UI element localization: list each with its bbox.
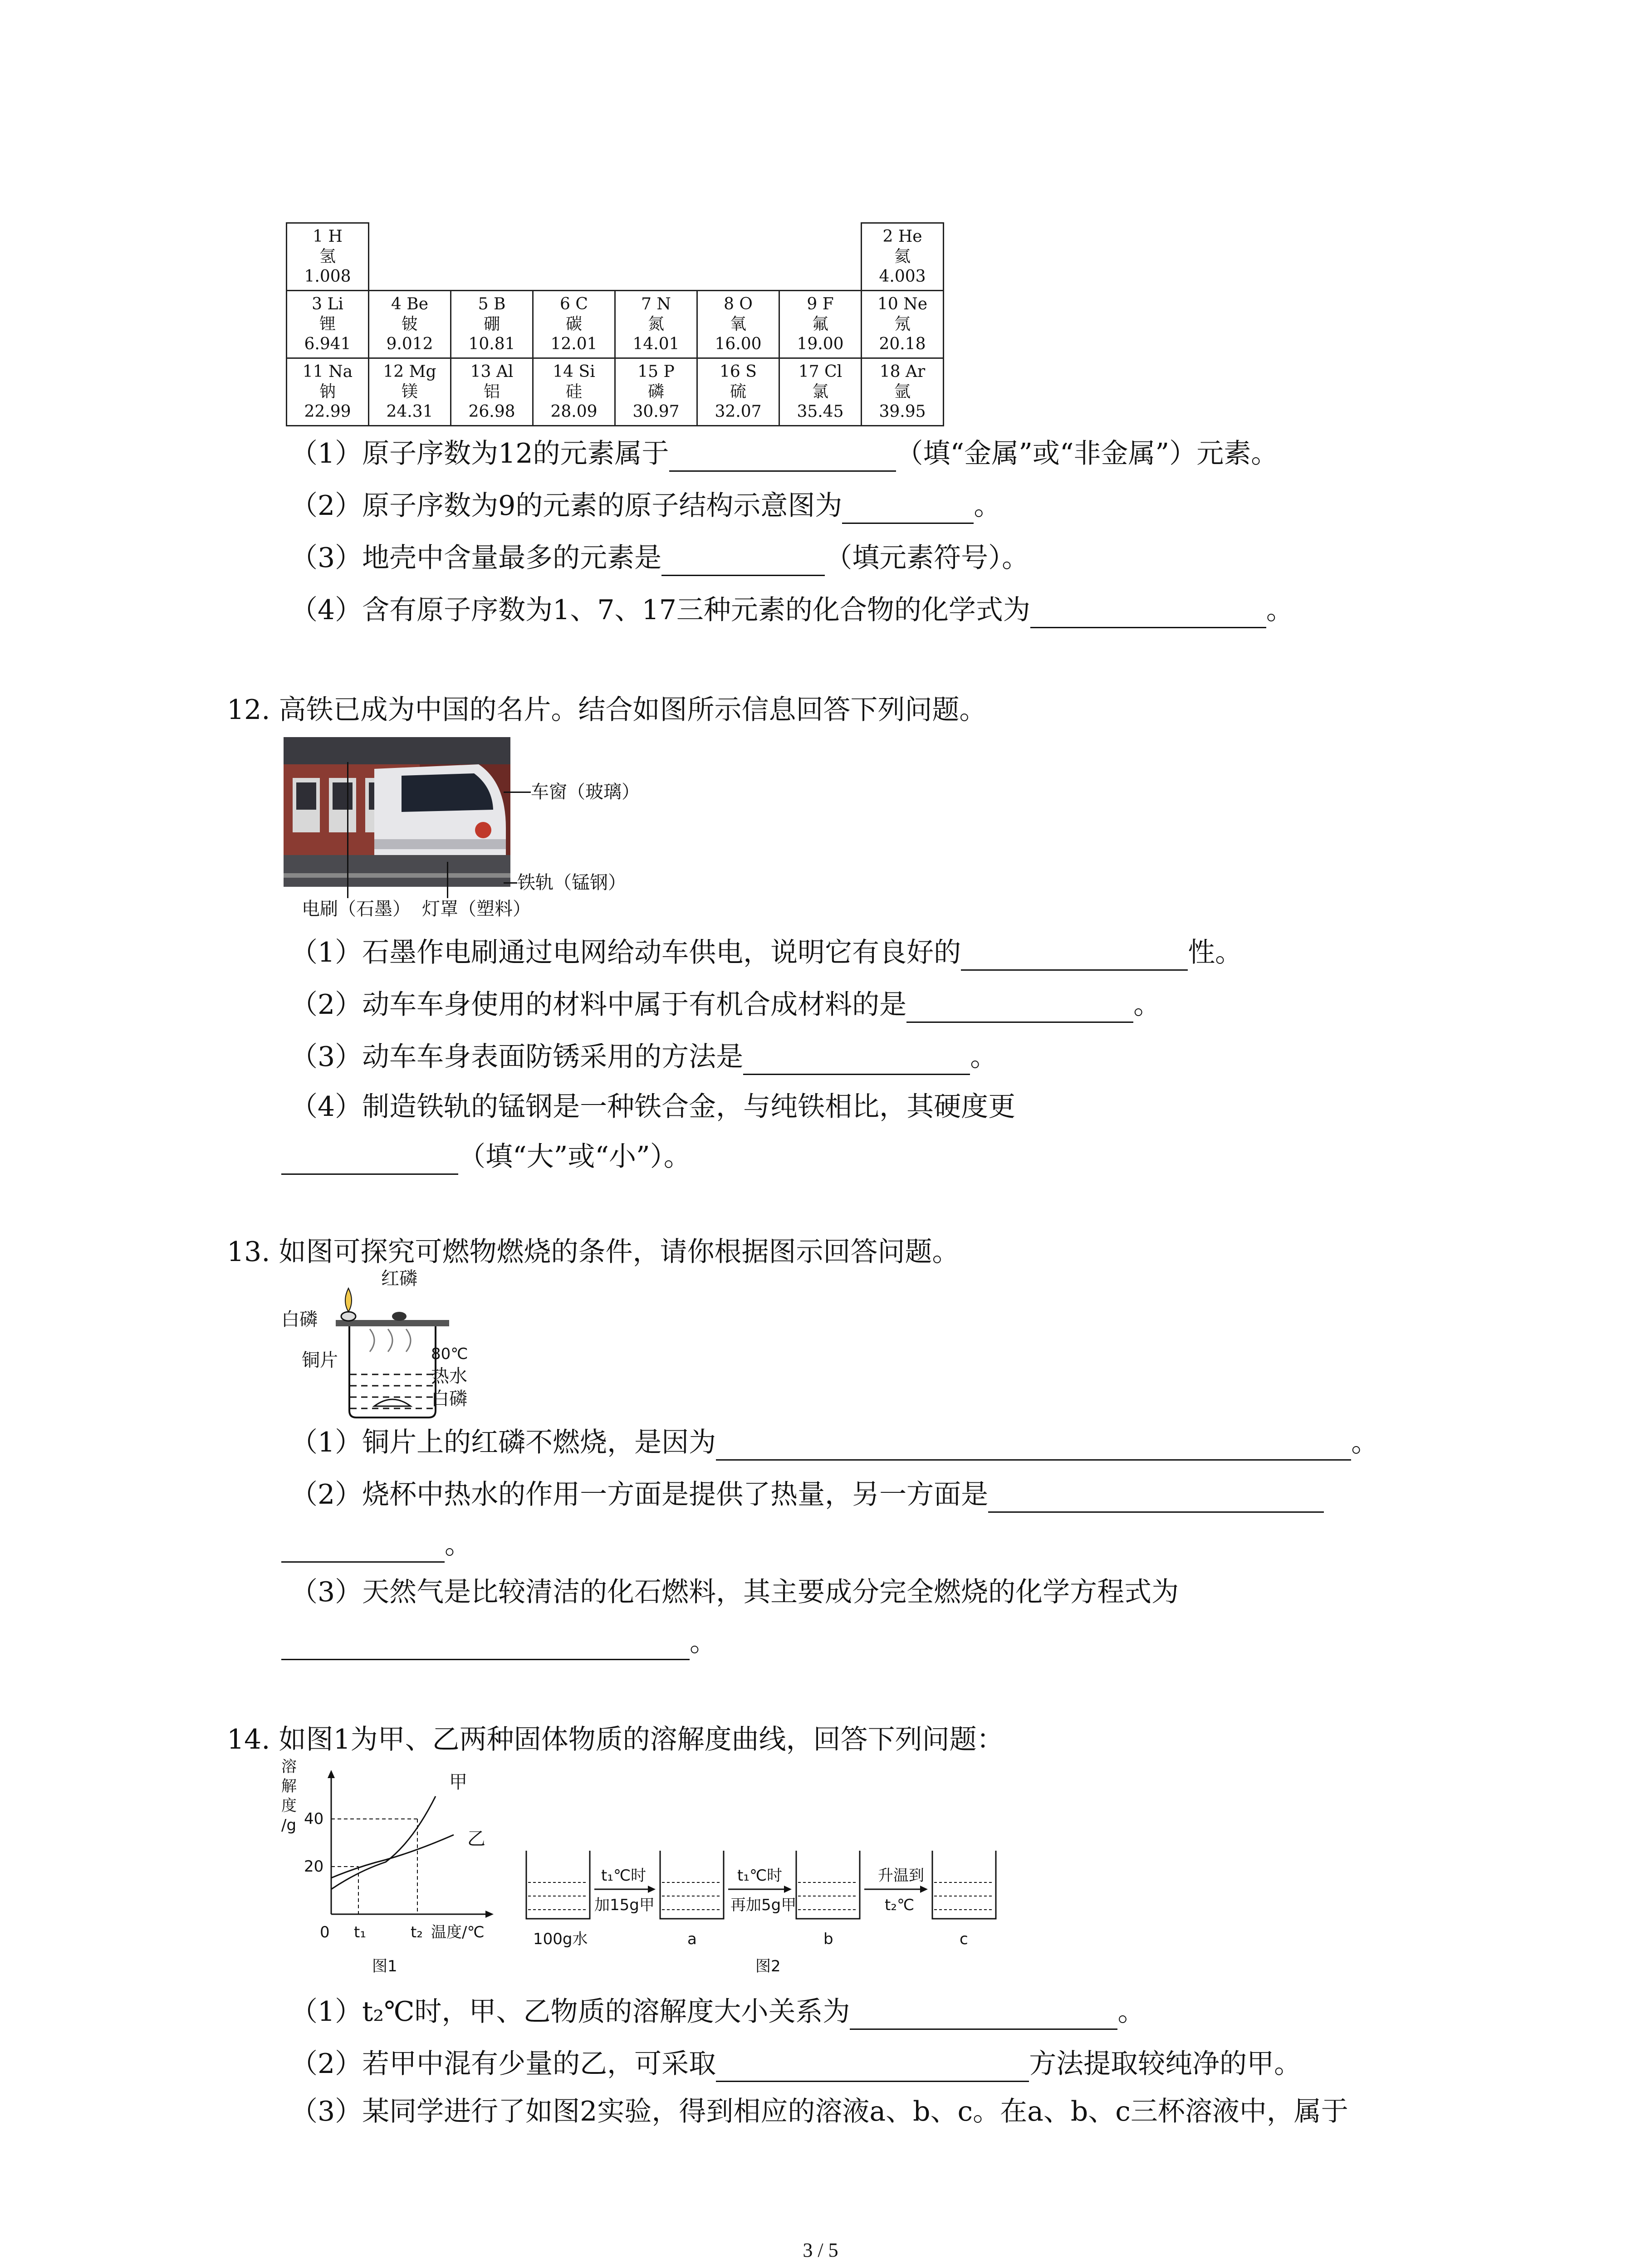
atomic-mass: 24.31 (386, 402, 433, 421)
element-cell (369, 291, 451, 358)
q14-p1-text: （1）t₂℃时，甲、乙物质的溶解度大小关系为 (290, 1996, 850, 2028)
element-symbol: Li (327, 295, 343, 313)
q11-part2 (290, 488, 1001, 524)
atomic-number: 2 (882, 227, 893, 246)
element-name: 铍 (401, 315, 418, 333)
element-cell (533, 291, 615, 358)
q12-p1-text: （1）石墨作电刷通过电网给动车供电，说明它有良好的 (290, 937, 961, 968)
atomic-mass: 32.07 (715, 402, 762, 421)
element-symbol: Cl (824, 362, 843, 381)
atomic-mass: 4.003 (879, 267, 926, 286)
step3-bottom: t₂℃ (885, 1896, 915, 1914)
element-name: 氟 (812, 315, 828, 333)
y-tick-20: 20 (304, 1857, 324, 1876)
element-symbol: Al (496, 362, 514, 381)
label-rail: 铁轨（锰钢） (517, 872, 626, 893)
atomic-number: 10 (877, 295, 898, 313)
q14-part3: （3）某同学进行了如图2实验，得到相应的溶液a、b、c。在a、b、c三杯溶液中，属于 (290, 2096, 1348, 2127)
element-cell (533, 358, 615, 426)
atomic-mass: 39.95 (879, 402, 926, 421)
x-origin: 0 (320, 1923, 330, 1941)
answer-blank[interactable] (281, 1533, 445, 1563)
page-number: 3 / 5 (803, 2239, 838, 2261)
element-name: 镁 (401, 382, 418, 401)
element-number-symbol (287, 362, 368, 382)
y-tick-40: 40 (304, 1810, 324, 1828)
atomic-number: 1 (313, 227, 323, 246)
beaker-0 (526, 1851, 590, 1919)
leader-line (447, 862, 448, 898)
element-symbol: S (745, 362, 757, 381)
y-axis-label-1: 溶 (281, 1758, 297, 1776)
q14-p2-text: （2）若甲中混有少量的乙，可采取 (290, 2048, 716, 2080)
element-name: 铝 (483, 382, 500, 401)
q11-p2-text: （2）原子序数为9的元素的原子结构示意图为 (290, 490, 843, 522)
q13-part3-cont (281, 1624, 717, 1660)
atomic-mass: 12.01 (550, 335, 598, 353)
atomic-number: 5 (478, 295, 489, 313)
q13-p1-tail: 。 (1351, 1427, 1379, 1458)
q12-p2-tail: 。 (1133, 989, 1161, 1021)
element-number-symbol (616, 362, 696, 382)
q12-p3-text: （3）动车车身表面防锈采用的方法是 (290, 1041, 744, 1073)
label-hot-water: 热水 (431, 1366, 467, 1387)
y-axis-label-2: 解 (281, 1777, 297, 1795)
q13-part2-cont (281, 1526, 472, 1563)
element-symbol: Na (328, 362, 353, 381)
element-number-symbol (780, 362, 861, 382)
atomic-number: 6 (560, 295, 570, 313)
element-number-symbol (698, 362, 779, 382)
element-number-symbol (534, 294, 614, 314)
element-number-symbol (451, 294, 532, 314)
q14-p2-tail: 方法提取较纯净的甲。 (1029, 2048, 1302, 2080)
empty-cell (369, 223, 451, 291)
atomic-mass: 14.01 (632, 335, 680, 353)
atomic-number: 9 (807, 295, 818, 313)
x-tick-t1: t₁ (354, 1923, 366, 1941)
q13-stem: 13. 如图可探究可燃物燃烧的条件，请你根据图示回答问题。 (227, 1236, 960, 1268)
step1-top: t₁℃时 (601, 1867, 647, 1885)
answer-blank[interactable] (850, 2000, 1117, 2030)
element-name: 氖 (894, 315, 911, 333)
atomic-number: 13 (470, 362, 491, 381)
answer-blank[interactable] (988, 1483, 1324, 1513)
element-name: 氦 (894, 247, 911, 266)
element-symbol: F (822, 295, 834, 313)
element-cell (779, 358, 862, 426)
element-name: 氧 (730, 315, 746, 333)
q13-p1-text: （1）铜片上的红磷不燃烧，是因为 (290, 1427, 716, 1458)
q11-p4-tail: 。 (1266, 594, 1293, 626)
atomic-mass: 9.012 (386, 335, 433, 353)
answer-blank[interactable] (281, 1145, 458, 1175)
element-cell (615, 291, 697, 358)
x-axis-label: 温度/℃ (431, 1923, 485, 1941)
periodic-table-row (287, 223, 944, 291)
element-number-symbol (369, 362, 450, 382)
q12-part3 (290, 1039, 997, 1075)
element-cell (779, 291, 862, 358)
atomic-number: 18 (879, 362, 901, 381)
q13-p2-tail: 。 (445, 1529, 472, 1560)
atomic-mass: 26.98 (468, 402, 515, 421)
element-symbol: Ne (903, 295, 928, 313)
beaker-a (660, 1851, 724, 1919)
curve-jia (331, 1796, 436, 1889)
label-copper-sheet: 铜片 (302, 1350, 338, 1371)
answer-blank[interactable] (669, 442, 896, 472)
element-cell (697, 358, 779, 426)
q13-part1 (290, 1424, 1378, 1461)
q12-stem: 12. 高铁已成为中国的名片。结合如图所示信息回答下列问题。 (227, 694, 987, 726)
element-cell (862, 291, 944, 358)
element-number-symbol (862, 362, 943, 382)
empty-cell (615, 223, 697, 291)
q12-part4: （4）制造铁轨的锰钢是一种铁合金，与纯铁相比，其硬度更 (290, 1091, 1016, 1123)
element-symbol: Be (407, 295, 429, 313)
answer-blank[interactable] (716, 1431, 1351, 1461)
q12-p3-tail: 。 (970, 1041, 998, 1073)
q11-part4 (290, 592, 1293, 628)
answer-blank[interactable] (842, 494, 974, 524)
periodic-table-row (287, 291, 944, 358)
label-temperature: 80℃ (431, 1345, 468, 1363)
element-symbol: B (493, 295, 506, 313)
q14-stem: 14. 如图1为甲、乙两种固体物质的溶解度曲线，回答下列问题： (227, 1724, 1004, 1755)
q13-part2 (290, 1476, 1324, 1513)
answer-blank[interactable] (281, 1631, 690, 1660)
answer-blank[interactable] (661, 547, 825, 576)
element-cell (451, 358, 533, 426)
q11-p1-tail: （填“金属”或“非金属”）元素。 (896, 438, 1279, 469)
element-cell (862, 223, 944, 291)
figure2-caption: 图2 (755, 1957, 781, 1975)
q11-p1-text: （1）原子序数为12的元素属于 (290, 438, 669, 469)
q12-part4-cont (281, 1139, 691, 1175)
element-symbol: O (739, 295, 753, 313)
element-number-symbol (862, 227, 943, 247)
element-number-symbol (369, 294, 450, 314)
atomic-number: 16 (720, 362, 740, 381)
atomic-number: 8 (724, 295, 734, 313)
element-symbol: He (898, 227, 922, 246)
atomic-number: 14 (553, 362, 574, 381)
empty-cell (779, 223, 862, 291)
q13-p2-text: （2）烧杯中热水的作用一方面是提供了热量，另一方面是 (290, 1479, 989, 1510)
beaker-a-label: a (687, 1930, 697, 1948)
q12-part2 (290, 987, 1161, 1023)
beaker-c-label: c (960, 1930, 968, 1948)
q12-p1-tail: 性。 (1188, 937, 1243, 968)
q13-part3: （3）天然气是比较清洁的化石燃料，其主要成分完全燃烧的化学方程式为 (290, 1576, 1179, 1608)
atomic-number: 15 (637, 362, 659, 381)
element-symbol: Si (578, 362, 595, 381)
element-symbol: Ar (906, 362, 926, 381)
step1-bottom: 加15g甲 (594, 1896, 655, 1914)
q14-p1-tail: 。 (1117, 1996, 1145, 2028)
element-name: 硼 (483, 315, 500, 333)
element-name: 锂 (319, 315, 336, 333)
answer-blank[interactable] (961, 941, 1188, 971)
q13-p3-tail: 。 (690, 1626, 717, 1658)
label-white-phosphorus-bottom: 白磷 (431, 1388, 467, 1409)
element-name: 氢 (319, 247, 336, 266)
q12-p4-tail: （填“大”或“小”）。 (458, 1141, 691, 1173)
element-number-symbol (287, 294, 368, 314)
element-cell (287, 223, 369, 291)
label-white-phosphorus-top: 白磷 (281, 1309, 318, 1330)
atomic-mass: 20.18 (879, 335, 926, 353)
leader-line (347, 762, 348, 898)
atomic-mass: 22.99 (304, 402, 351, 421)
atomic-number: 17 (798, 362, 819, 381)
element-symbol: H (328, 227, 343, 246)
train-photo (284, 737, 510, 887)
atomic-mass: 19.00 (797, 335, 844, 353)
y-axis-label-3: 度 (281, 1797, 297, 1815)
element-name: 氩 (894, 382, 911, 401)
element-symbol: P (663, 362, 675, 381)
element-symbol: N (656, 295, 671, 313)
q14-part2 (290, 2046, 1301, 2082)
label-lamp: 灯罩（塑料） (422, 899, 531, 919)
answer-blank[interactable] (906, 993, 1133, 1023)
train-illustration (284, 737, 510, 887)
element-cell (862, 358, 944, 426)
periodic-table-row (287, 358, 944, 426)
element-number-symbol (780, 294, 861, 314)
element-cell (287, 358, 369, 426)
element-number-symbol (287, 227, 368, 247)
element-name: 氯 (812, 382, 828, 401)
element-cell (369, 358, 451, 426)
label-red-phosphorus: 红磷 (381, 1268, 417, 1289)
atomic-number: 4 (391, 295, 402, 313)
q14-part1 (290, 1994, 1145, 2030)
leader-line (504, 792, 531, 793)
element-symbol: C (575, 295, 588, 313)
step3-top: 升温到 (878, 1867, 924, 1885)
leader-line (504, 882, 517, 884)
atomic-mass: 28.09 (550, 402, 598, 421)
element-number-symbol (616, 294, 696, 314)
element-cell (287, 291, 369, 358)
q12-part1 (290, 934, 1242, 971)
series-label-yi: 乙 (467, 1828, 485, 1849)
q11-p2-tail: 。 (974, 490, 1001, 522)
element-name: 钠 (319, 382, 336, 401)
element-number-symbol (534, 362, 614, 382)
beaker-0-label: 100g水 (533, 1930, 588, 1948)
element-number-symbol (862, 294, 943, 314)
answer-blank[interactable] (743, 1046, 970, 1075)
atomic-number: 3 (312, 295, 323, 313)
x-tick-t2: t₂ (411, 1923, 423, 1941)
atomic-number: 11 (302, 362, 323, 381)
atomic-number: 7 (641, 295, 652, 313)
element-cell (697, 291, 779, 358)
label-brush: 电刷（石墨） (302, 899, 411, 919)
element-name: 磷 (647, 382, 664, 401)
atomic-mass: 35.45 (797, 402, 844, 421)
atomic-mass: 1.008 (304, 267, 351, 286)
element-number-symbol (451, 362, 532, 382)
beaker-b-label: b (823, 1930, 833, 1948)
atomic-mass: 30.97 (632, 402, 680, 421)
element-cell (451, 291, 533, 358)
empty-cell (533, 223, 615, 291)
answer-blank[interactable] (716, 2053, 1029, 2082)
element-symbol: Mg (409, 362, 436, 381)
element-name: 硫 (730, 382, 746, 401)
atomic-mass: 16.00 (715, 335, 762, 353)
answer-blank[interactable] (1030, 599, 1266, 628)
element-name: 氮 (647, 315, 664, 333)
step2-top: t₁℃时 (737, 1867, 783, 1885)
q11-p3-tail: （填元素符号）。 (825, 542, 1029, 574)
atomic-mass: 6.941 (304, 335, 351, 353)
empty-cell (697, 223, 779, 291)
q11-part1 (290, 435, 1278, 472)
q11-p3-text: （3）地壳中含量最多的元素是 (290, 542, 662, 574)
q11-p4-text: （4）含有原子序数为1、7、17三种元素的化合物的化学式为 (290, 594, 1030, 626)
element-number-symbol (698, 294, 779, 314)
series-label-jia: 甲 (449, 1772, 467, 1793)
beaker-b (796, 1851, 860, 1919)
element-cell (615, 358, 697, 426)
atomic-mass: 10.81 (468, 335, 515, 353)
beaker-diagram (517, 1842, 1062, 1932)
empty-cell (451, 223, 533, 291)
q12-p2-text: （2）动车车身使用的材料中属于有机合成材料的是 (290, 989, 907, 1021)
element-name: 硅 (565, 382, 582, 401)
figure1-caption: 图1 (372, 1957, 397, 1975)
q11-part3 (290, 540, 1029, 576)
beaker-c (932, 1851, 996, 1919)
label-window: 车窗（玻璃） (531, 782, 640, 802)
beaker-sequence (517, 1842, 1062, 1932)
step2-bottom: 再加5g甲 (730, 1896, 797, 1914)
periodic-table (286, 222, 944, 426)
y-axis-label-4: /g (281, 1816, 297, 1834)
element-name: 碳 (565, 315, 582, 333)
atomic-number: 12 (383, 362, 404, 381)
